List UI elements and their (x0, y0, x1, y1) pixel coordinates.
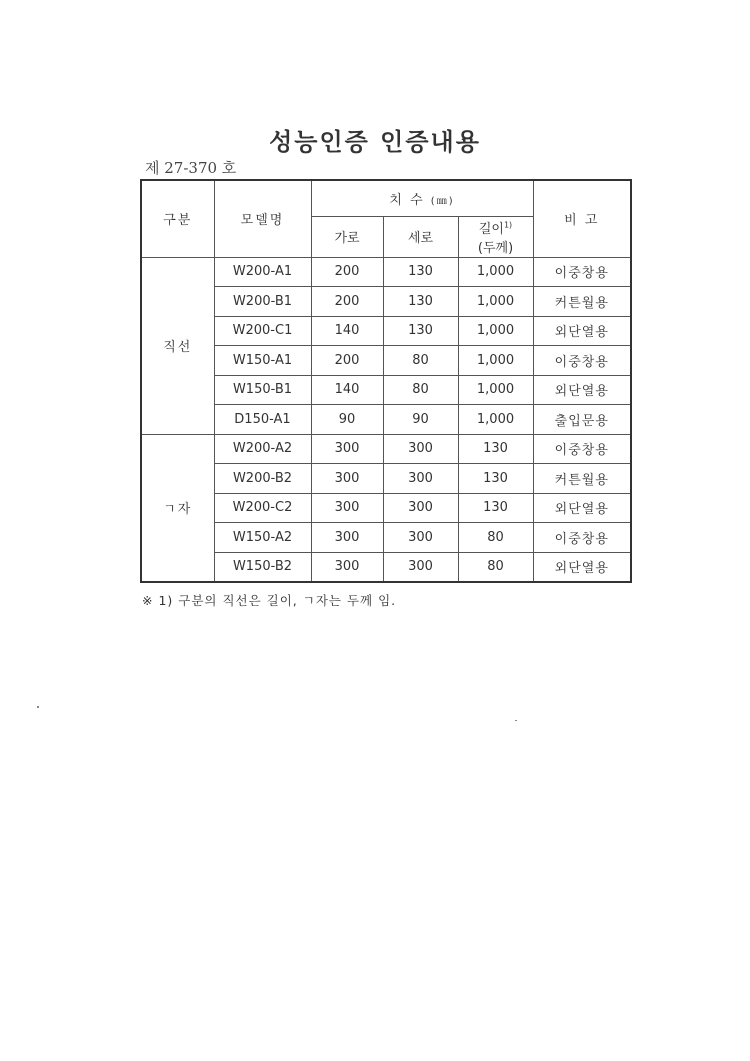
height-cell: 90 (383, 405, 458, 435)
remark-cell: 외단열용 (533, 316, 631, 346)
remark-cell: 이중창용 (533, 346, 631, 376)
remark-cell: 외단열용 (533, 552, 631, 582)
model-cell: W150-B1 (214, 375, 311, 405)
footnote: ※ 1) 구분의 직선은 길이, ㄱ자는 두께 임. (142, 593, 397, 608)
header-dimensions-label: 치 수 (389, 192, 425, 208)
header-length-footnote-ref: 1) (503, 220, 513, 230)
height-cell: 130 (383, 316, 458, 346)
height-cell: 300 (383, 464, 458, 494)
scan-speck (37, 706, 39, 708)
remark-cell: 이중창용 (533, 434, 631, 464)
width-cell: 200 (311, 287, 383, 317)
model-cell: W200-B2 (214, 464, 311, 494)
table-row (141, 257, 631, 287)
remark-cell: 이중창용 (533, 523, 631, 553)
width-cell: 300 (311, 434, 383, 464)
certification-table (140, 179, 632, 583)
model-cell: W150-A1 (214, 346, 311, 376)
table-row (141, 523, 631, 553)
height-cell: 300 (383, 434, 458, 464)
header-category: 구분 (141, 180, 214, 257)
header-height: 세로 (383, 216, 458, 257)
table-row (141, 405, 631, 435)
height-cell: 130 (383, 257, 458, 287)
table-row (141, 434, 631, 464)
length-cell: 1,000 (458, 316, 533, 346)
model-cell: W150-B2 (214, 552, 311, 582)
header-dimensions (311, 180, 533, 216)
remark-cell: 외단열용 (533, 493, 631, 523)
header-remarks: 비 고 (533, 180, 631, 257)
table-row (141, 493, 631, 523)
length-cell: 1,000 (458, 257, 533, 287)
remark-cell: 이중창용 (533, 257, 631, 287)
model-cell: D150-A1 (214, 405, 311, 435)
height-cell: 80 (383, 375, 458, 405)
group-label: 직선 (141, 257, 214, 434)
width-cell: 90 (311, 405, 383, 435)
model-cell: W200-A1 (214, 257, 311, 287)
remark-cell: 커튼월용 (533, 464, 631, 494)
length-cell: 1,000 (458, 405, 533, 435)
length-cell: 1,000 (458, 346, 533, 376)
width-cell: 200 (311, 257, 383, 287)
header-thickness: (두께) (477, 240, 514, 256)
height-cell: 300 (383, 523, 458, 553)
document-number: 제 27-370 호 (145, 159, 237, 177)
remark-cell: 외단열용 (533, 375, 631, 405)
table-row (141, 375, 631, 405)
table-body (141, 257, 631, 582)
length-cell: 80 (458, 552, 533, 582)
header-dimension-unit: (㎜) (430, 195, 455, 207)
header-width: 가로 (311, 216, 383, 257)
width-cell: 140 (311, 316, 383, 346)
height-cell: 80 (383, 346, 458, 376)
remark-cell: 커튼월용 (533, 287, 631, 317)
model-cell: W200-C2 (214, 493, 311, 523)
height-cell: 300 (383, 552, 458, 582)
table-row (141, 346, 631, 376)
width-cell: 200 (311, 346, 383, 376)
height-cell: 300 (383, 493, 458, 523)
model-cell: W200-B1 (214, 287, 311, 317)
width-cell: 300 (311, 464, 383, 494)
model-cell: W200-C1 (214, 316, 311, 346)
width-cell: 140 (311, 375, 383, 405)
length-cell: 130 (458, 493, 533, 523)
height-cell: 130 (383, 287, 458, 317)
width-cell: 300 (311, 552, 383, 582)
table-row (141, 316, 631, 346)
header-length-label: 길이 (478, 221, 504, 237)
table-row (141, 552, 631, 582)
model-cell: W150-A2 (214, 523, 311, 553)
table-row (141, 464, 631, 494)
width-cell: 300 (311, 493, 383, 523)
header-length (458, 216, 533, 257)
length-cell: 1,000 (458, 287, 533, 317)
page-title: 성능인증 인증내용 (269, 127, 481, 156)
scan-speck (515, 720, 517, 721)
model-cell: W200-A2 (214, 434, 311, 464)
length-cell: 80 (458, 523, 533, 553)
remark-cell: 출입문용 (533, 405, 631, 435)
header-model: 모델명 (214, 180, 311, 257)
length-cell: 1,000 (458, 375, 533, 405)
table-row (141, 287, 631, 317)
length-cell: 130 (458, 434, 533, 464)
length-cell: 130 (458, 464, 533, 494)
group-label: ㄱ자 (141, 434, 214, 582)
width-cell: 300 (311, 523, 383, 553)
